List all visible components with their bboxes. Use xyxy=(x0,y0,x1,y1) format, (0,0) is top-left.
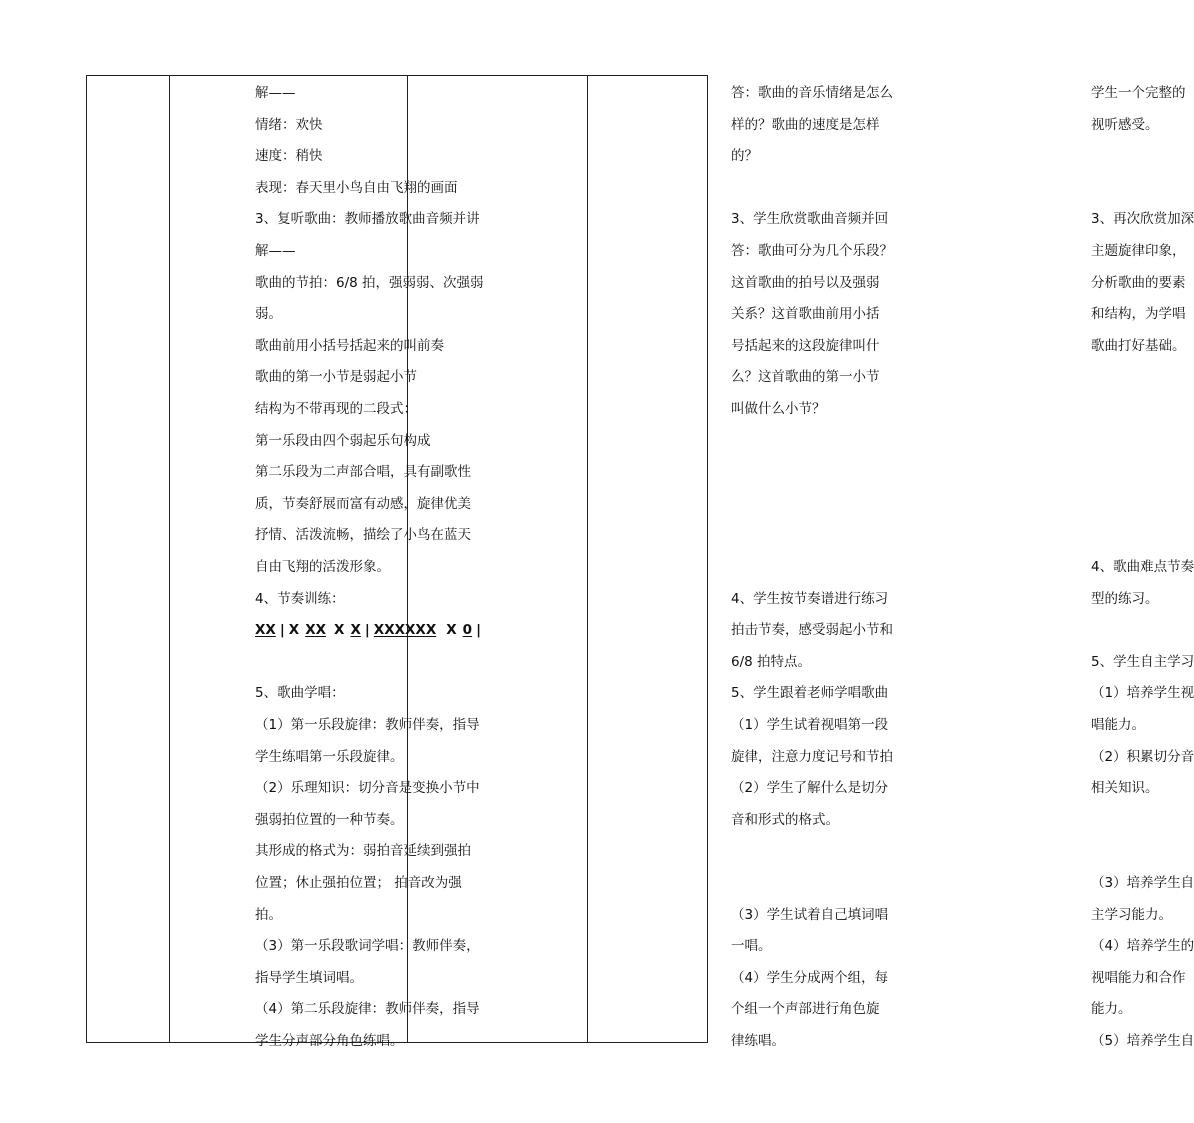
student-activity-line: 6/8 拍特点。 xyxy=(731,653,812,670)
teacher-activity-line: 其形成的格式为：弱拍音延续到强拍 xyxy=(255,843,471,860)
teacher-activity-line: 位置；休止强拍位置； 拍音改为强 xyxy=(255,875,462,891)
teacher-activity-line: 结构为不带再现的二段式： xyxy=(255,401,417,417)
student-activity-line: 5、学生跟着老师学唱歌曲 xyxy=(731,685,889,702)
student-activity-line: 4、学生按节奏谱进行练习 xyxy=(731,590,889,607)
teacher-activity-line: 解—— xyxy=(255,243,296,259)
student-activity-line: 拍击节奏，感受弱起小节和 xyxy=(731,622,893,639)
design-intent-line: （4）培养学生的 xyxy=(1091,938,1194,955)
column-teacher-activity xyxy=(171,76,484,1049)
rhythm-note: X xyxy=(446,622,457,639)
design-intent-line: 视唱能力和合作 xyxy=(1091,969,1186,986)
student-activity-line: 叫做什么小节？ xyxy=(731,401,826,417)
rhythm-note: XXXXXX xyxy=(373,622,437,639)
design-intent-line: （5）培养学生自 xyxy=(1091,1033,1194,1049)
rhythm-barline: | xyxy=(279,622,285,639)
teacher-activity-line: 歌曲前用小括号括起来的叫前奏 xyxy=(255,337,444,354)
student-activity-line: 个组一个声部进行角色旋 xyxy=(731,1001,880,1018)
student-activity-line: 这首歌曲的拍号以及强弱 xyxy=(731,274,880,291)
column-divider-3 xyxy=(587,76,588,1042)
design-intent-line: 唱能力。 xyxy=(1091,717,1145,733)
design-intent-line: 主题旋律印象， xyxy=(1091,243,1186,259)
teacher-activity-line: 自由飞翔的活泼形象。 xyxy=(255,559,390,575)
teacher-activity-line: （4）第二乐段旋律：教师伴奏，指导 xyxy=(255,1001,480,1018)
teacher-activity-line: 5、歌曲学唱： xyxy=(255,685,345,702)
rhythm-note: XX xyxy=(305,622,327,639)
design-intent-line: 歌曲打好基础。 xyxy=(1091,337,1186,354)
student-activity-line: （1）学生试着视唱第一段 xyxy=(731,717,889,733)
teacher-activity-line: 弱。 xyxy=(255,306,282,323)
design-intent-line: （2）积累切分音 xyxy=(1091,748,1194,765)
teacher-activity-line: 指导学生填词唱。 xyxy=(255,969,363,986)
teacher-activity-line: 强弱拍位置的一种节奏。 xyxy=(255,811,404,828)
design-intent-line: 相关知识。 xyxy=(1091,780,1159,797)
design-intent-line: 主学习能力。 xyxy=(1091,906,1172,923)
design-intent-line: 和结构，为学唱 xyxy=(1091,306,1186,323)
teacher-activity-line: 第二乐段为二声部合唱，具有副歌性 xyxy=(255,464,471,481)
student-activity-line: 么？这首歌曲的第一小节 xyxy=(731,369,880,386)
student-activity-line: 3、学生欣赏歌曲音频并回 xyxy=(731,211,889,228)
rhythm-note: 0 xyxy=(462,622,473,639)
student-activity-line: 一唱。 xyxy=(731,938,772,955)
column-divider-1 xyxy=(169,76,170,1042)
design-intent-line: 4、歌曲难点节奏 xyxy=(1091,559,1194,575)
student-activity-line: 答：歌曲可分为几个乐段？ xyxy=(731,243,893,259)
student-activity-line: 样的？歌曲的速度是怎样 xyxy=(731,116,880,133)
teacher-activity-line: （1）第一乐段旋律：教师伴奏，指导 xyxy=(255,717,480,733)
design-intent-line: 型的练习。 xyxy=(1091,590,1159,607)
teacher-activity-line: 解—— xyxy=(255,85,296,101)
design-intent-line: 能力。 xyxy=(1091,1001,1132,1018)
teacher-activity-line: 情绪：欢快 xyxy=(255,116,323,133)
teacher-activity-line: 学生分声部分角色练唱。 xyxy=(255,1033,404,1049)
design-intent-line: （3）培养学生自 xyxy=(1091,875,1194,891)
design-intent-line: （1）培养学生视 xyxy=(1091,685,1194,702)
design-intent-line: 3、再次欣赏加深 xyxy=(1091,211,1194,228)
teacher-activity-line: 歌曲的节拍：6/8 拍，强弱弱、次强弱 xyxy=(255,274,484,291)
rhythm-note: X xyxy=(288,622,300,639)
teacher-activity-line: 质，节奏舒展而富有动感，旋律优美 xyxy=(255,495,471,512)
rhythm-barline: | xyxy=(476,622,482,639)
student-activity-line: 律练唱。 xyxy=(731,1033,785,1049)
student-activity-line: 关系？这首歌曲前用小括 xyxy=(731,306,880,323)
rhythm-note: X xyxy=(350,622,361,639)
design-intent-line: 学生一个完整的 xyxy=(1091,85,1186,101)
teacher-activity-line: （2）乐理知识：切分音是变换小节中 xyxy=(255,780,480,797)
student-activity-line: 号括起来的这段旋律叫什 xyxy=(731,337,880,354)
teacher-activity-line: 拍。 xyxy=(255,906,282,923)
student-activity-line: （3）学生试着自己填词唱 xyxy=(731,906,889,923)
teacher-activity-line: （3）第一乐段歌词学唱：教师伴奏， xyxy=(255,938,480,955)
design-intent-line: 分析歌曲的要素 xyxy=(1091,274,1186,291)
rhythm-barline: | xyxy=(364,622,370,639)
teacher-activity-line: 3、复听歌曲：教师播放歌曲音频并讲 xyxy=(255,211,480,228)
design-intent-line: 视听感受。 xyxy=(1091,116,1159,133)
teacher-activity-line: 第一乐段由四个弱起乐句构成 xyxy=(255,432,431,449)
student-activity-line: 答：歌曲的音乐情绪是怎么 xyxy=(731,85,893,101)
student-activity-line: 的？ xyxy=(731,148,758,165)
rhythm-note: XX xyxy=(255,622,276,639)
teacher-activity-line: 4、节奏训练： xyxy=(255,590,345,607)
student-activity-line: 音和形式的格式。 xyxy=(731,811,839,828)
teacher-activity-line: 歌曲的第一小节是弱起小节 xyxy=(255,369,417,386)
student-activity-line: 旋律，注意力度记号和节拍 xyxy=(731,748,893,765)
student-activity-line: （2）学生了解什么是切分 xyxy=(731,780,889,797)
design-intent-line: 5、学生自主学习 xyxy=(1091,653,1194,670)
column-student-activity xyxy=(409,76,893,1049)
teacher-activity-line: 学生练唱第一乐段旋律。 xyxy=(255,748,404,765)
teacher-activity-line: 抒情、活泼流畅，描绘了小鸟在蓝天 xyxy=(255,527,471,544)
teacher-activity-line: 表现：春天里小鸟自由飞翔的画面 xyxy=(255,179,458,196)
student-activity-line: （4）学生分成两个组，每 xyxy=(731,969,889,986)
teacher-activity-line: 速度：稍快 xyxy=(255,148,323,165)
rhythm-note: X xyxy=(334,622,345,639)
lesson-plan-table xyxy=(86,75,1194,1049)
